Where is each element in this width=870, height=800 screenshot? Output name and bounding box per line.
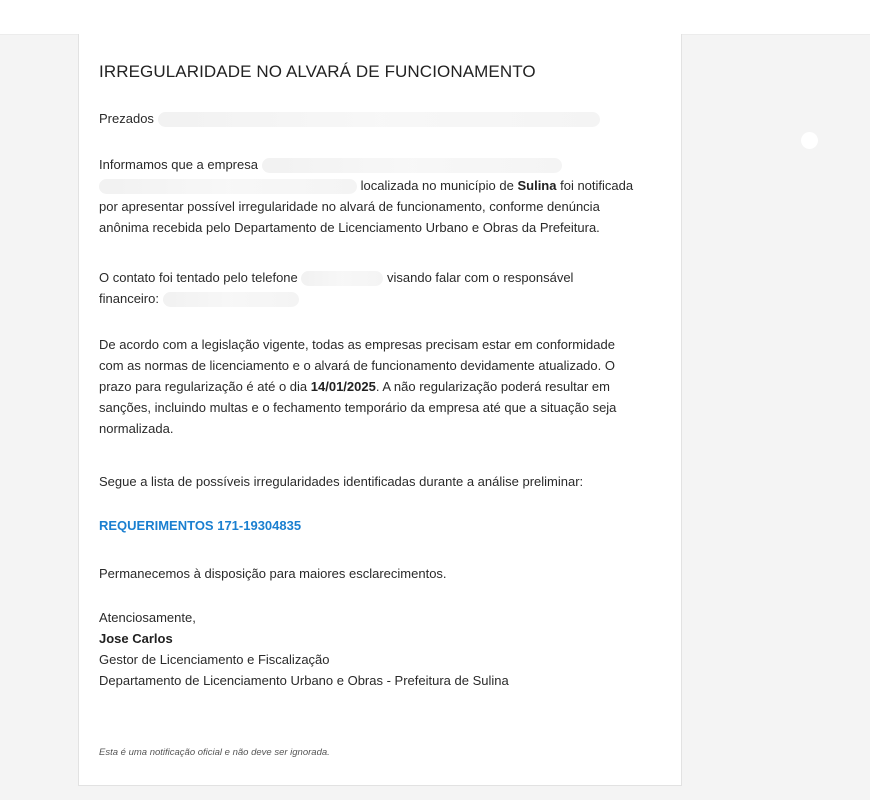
company-paragraph-line-2: por apresentar possível irregularidade no alvará de funcionamento, conforme denúncia xyxy=(99,199,600,214)
financial-contact-label: financeiro: xyxy=(99,291,159,306)
signature-role: Gestor de Licenciamento e Fiscalização xyxy=(99,652,330,667)
location-text: localizada no município de xyxy=(360,178,514,193)
redacted-recipient xyxy=(158,112,600,127)
redacted-financial-contact xyxy=(163,292,299,307)
signature-department: Departamento de Licenciamento Urbano e Obras - Prefeitura de Sulina xyxy=(99,673,509,688)
availability-paragraph: Permanecemos à disposição para maiores esclarecimentos. xyxy=(99,566,447,581)
contact-paragraph xyxy=(99,267,665,309)
requirements-link[interactable]: REQUERIMENTOS 171-19304835 xyxy=(99,518,302,533)
legal-paragraph xyxy=(99,334,665,439)
top-bar xyxy=(0,0,870,35)
greeting-paragraph xyxy=(99,108,665,129)
redacted-company-address xyxy=(99,179,357,194)
signature-name: Jose Carlos xyxy=(99,631,173,646)
contact-intro-text: O contato foi tentado pelo telefone xyxy=(99,270,298,285)
redacted-phone xyxy=(301,271,383,286)
company-intro-text: Informamos que a empresa xyxy=(99,157,258,172)
signature-closing: Atenciosamente, xyxy=(99,610,196,625)
notified-text: foi notificada xyxy=(560,178,634,193)
legal-line-1: De acordo com a legislação vigente, todas as empresas precisam estar em conformidade xyxy=(99,337,615,352)
redacted-company-name xyxy=(262,158,562,173)
deadline-consequence-text: . A não regularização poderá resultar em xyxy=(375,379,610,394)
deadline-intro-text: prazo para regularização é até o dia xyxy=(99,379,308,394)
email-title: IRREGULARIDADE NO ALVARÁ DE FUNCIONAMENTO xyxy=(99,62,536,81)
company-paragraph xyxy=(99,154,665,238)
greeting-text: Prezados xyxy=(99,111,154,126)
company-paragraph-line-3: anônima recebida pelo Departamento de Licenciamento Urbano e Obras da Prefeitura. xyxy=(99,220,600,235)
email-card xyxy=(78,34,682,786)
legal-line-5: normalizada. xyxy=(99,421,174,436)
city-name: Sulina xyxy=(517,178,557,193)
side-dot-icon xyxy=(801,132,818,149)
deadline-date: 14/01/2025 xyxy=(310,379,376,394)
list-intro-paragraph: Segue a lista de possíveis irregularidades identificadas durante a análise preliminar: xyxy=(99,474,584,489)
contact-purpose-text: visando falar com o responsável xyxy=(387,270,574,285)
signature-block xyxy=(99,607,665,691)
legal-line-2: com as normas de licenciamento e o alvará de funcionamento devidamente atualizado. O xyxy=(99,358,615,373)
footer-note: Esta é uma notificação oficial e não deve ser ignorada. xyxy=(99,747,330,758)
legal-line-4: sanções, incluindo multas e o fechamento temporário da empresa até que a situação seja xyxy=(99,400,617,415)
